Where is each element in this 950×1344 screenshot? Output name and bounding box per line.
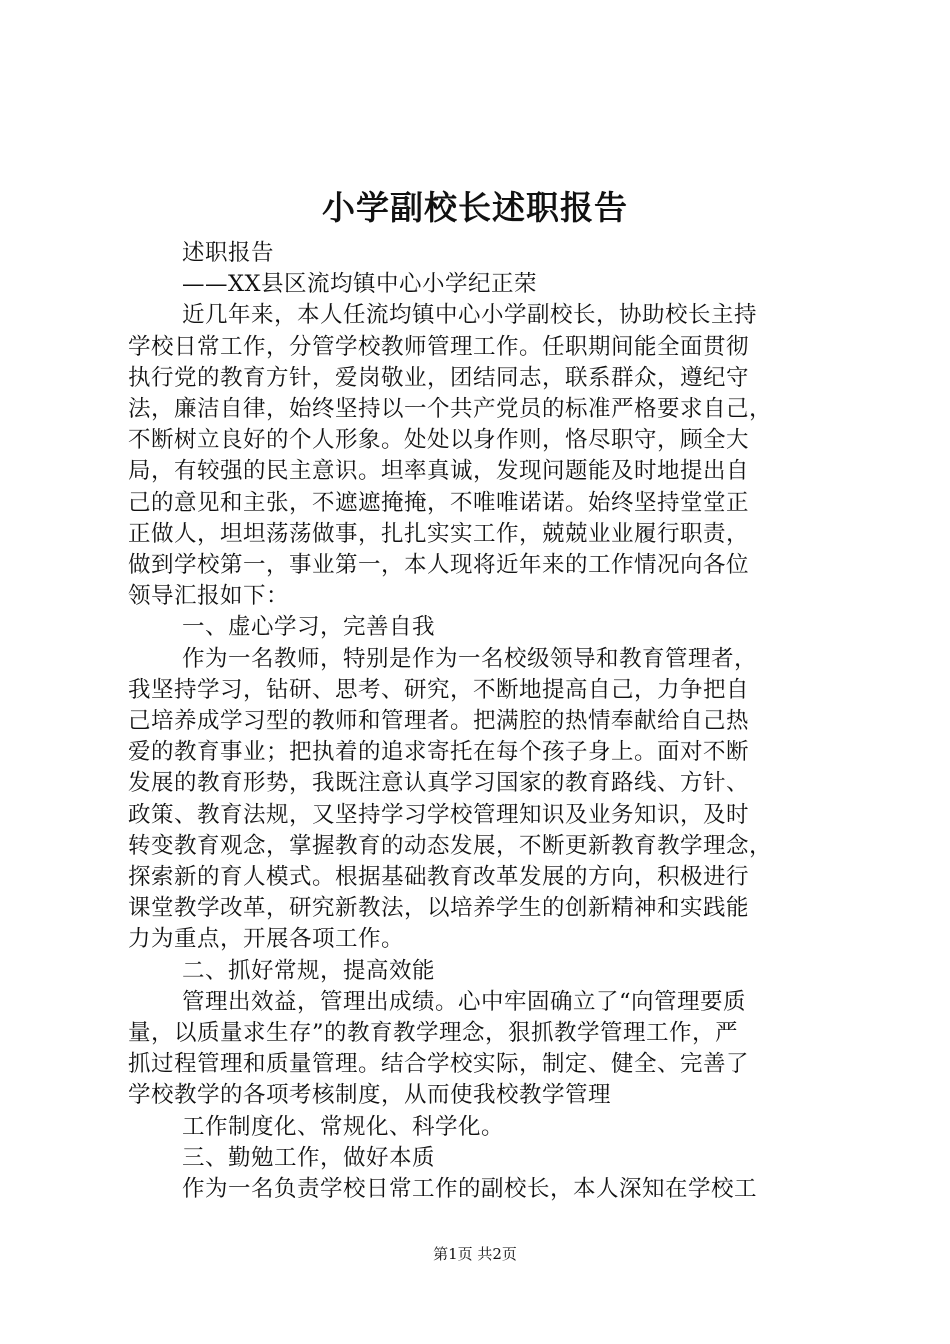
section-heading: 三、勤勉工作，做好本质 (182, 1144, 436, 1171)
body-line: 己培养成学习型的教师和管理者。把满腔的热情奉献给自己热 (128, 708, 750, 735)
body-line: 作为一名负责学校日常工作的副校长，本人深知在学校工 (182, 1176, 758, 1203)
body-line: 课堂教学改革，研究新教法，以培养学生的创新精神和实践能 (128, 895, 750, 922)
body-line: 己的意见和主张，不遮遮掩掩，不唯唯诺诺。始终坚持堂堂正 (128, 489, 750, 516)
section-heading: 二、抓好常规，提高效能 (182, 957, 436, 984)
body-line: 发展的教育形势，我既注意认真学习国家的教育路线、方针、 (128, 770, 750, 797)
body-line: 领导汇报如下： (128, 583, 290, 610)
body-line: 工作制度化、常规化、科学化。 (182, 1113, 505, 1140)
body-line: 量，以质量求生存”的教育教学理念，狠抓教学管理工作，严 (128, 1020, 739, 1047)
body-line: 不断树立良好的个人形象。处处以身作则，恪尽职守，顾全大 (128, 427, 750, 454)
body-line: 学校教学的各项考核制度，从而使我校教学管理 (128, 1082, 612, 1109)
body-line: 管理出效益，管理出成绩。心中牢固确立了“向管理要质 (182, 988, 747, 1015)
body-line: 执行党的教育方针，爱岗敬业，团结同志，联系群众，遵纪守 (128, 364, 750, 391)
body-line: 述职报告 (182, 240, 275, 266)
body-line: 学校日常工作，分管学校教师管理工作。任职期间能全面贯彻 (128, 333, 750, 360)
body-line: ——XX县区流均镇中心小学纪正荣 (182, 271, 538, 298)
body-line: 近几年来，本人任流均镇中心小学副校长，协助校长主持 (182, 302, 758, 329)
body-line: 局，有较强的民主意识。坦率真诚，发现问题能及时地提出自 (128, 458, 750, 485)
body-line: 作为一名教师，特别是作为一名校级领导和教育管理者， (182, 645, 758, 672)
section-heading: 一、虚心学习，完善自我 (182, 614, 436, 641)
body-line: 抓过程管理和质量管理。结合学校实际，制定、健全、完善了 (128, 1051, 750, 1078)
document-body (128, 238, 840, 1205)
body-line: 做到学校第一，事业第一，本人现将近年来的工作情况向各位 (128, 552, 750, 579)
document-title: 小学副校长述职报告 (322, 188, 628, 227)
body-line: 探索新的育人模式。根据基础教育改革发展的方向，积极进行 (128, 864, 750, 891)
body-line: 政策、教育法规，又坚持学习学校管理知识及业务知识，及时 (128, 801, 750, 828)
body-line: 我坚持学习，钻研、思考、研究，不断地提高自己，力争把自 (128, 676, 750, 703)
body-line: 爱的教育事业；把执着的追求寄托在每个孩子身上。面对不断 (128, 739, 750, 766)
body-line: 法，廉洁自律，始终坚持以一个共产党员的标准严格要求自己， (128, 396, 773, 423)
body-line: 转变教育观念，掌握教育的动态发展，不断更新教育教学理念， (128, 832, 773, 859)
page-number-footer: 第1页 共2页 (433, 1245, 517, 1263)
body-line: 正做人，坦坦荡荡做事，扎扎实实工作，兢兢业业履行职责， (128, 520, 750, 547)
body-line: 力为重点，开展各项工作。 (128, 926, 405, 953)
